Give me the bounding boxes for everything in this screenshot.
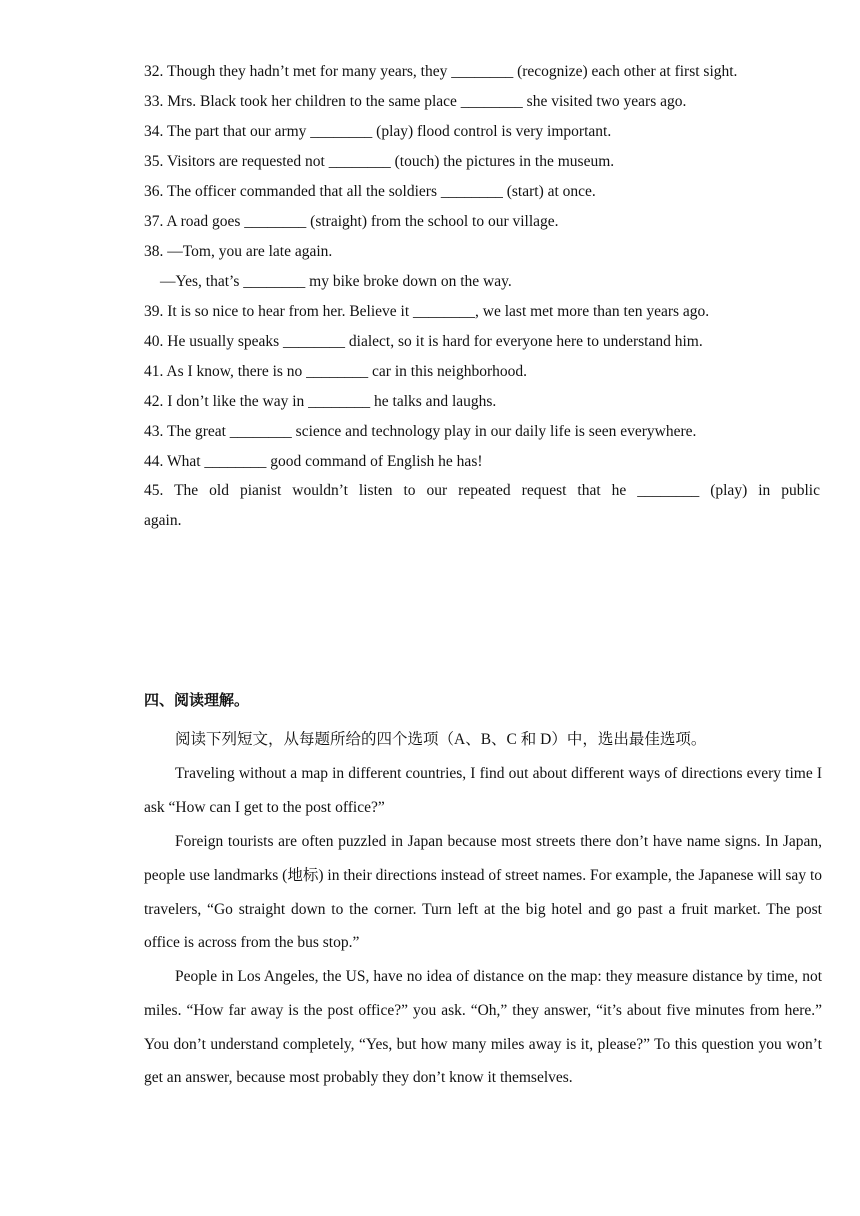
question-33: 33. Mrs. Black took her children to the same place ________ she visited two years ago. [144, 93, 687, 110]
question-42: 42. I don’t like the way in ________ he talks and laughs. [144, 393, 497, 410]
passage-paragraph-2: Foreign tourists are often puzzled in Japan because most streets there don’t have name signs. In Japan, people use landmarks (地标) in their directions instead of street names. For example, the Japanese will say to travelers, “Go straight down to the corner. Turn left at the big hotel and go past a fruit market. The post office is across from the bus stop.” [144, 833, 822, 952]
question-35: 35. Visitors are requested not ________ (touch) the pictures in the museum. [144, 153, 615, 170]
question-43: 43. The great ________ science and technology play in our daily life is seen everywhere. [144, 423, 697, 440]
question-41: 41. As I know, there is no ________ car in this neighborhood. [144, 363, 528, 380]
section-title: 四、阅读理解。 [144, 691, 250, 709]
question-32: 32. Though they hadn’t met for many years, they ________ (recognize) each other at first sight. [144, 63, 738, 80]
question-38-prompt: 38. —Tom, you are late again. [144, 243, 333, 260]
question-38-response: —Yes, that’s ________ my bike broke down on the way. [160, 273, 512, 290]
question-44: 44. What ________ good command of English he has! [144, 453, 483, 470]
question-45: 45. The old pianist wouldn’t listen to our repeated request that he ________ (play) in public [144, 482, 820, 499]
section-instruction: 阅读下列短文，从每题所给的四个选项（A、B、C 和 D）中，选出最佳选项。 [175, 731, 707, 748]
question-40: 40. He usually speaks ________ dialect, so it is hard for everyone here to understand him. [144, 333, 703, 350]
passage-paragraph-3: People in Los Angeles, the US, have no idea of distance on the map: they measure distance by time, not miles. “How far away is the post office?” you ask. “Oh,” they answer, “it’s about five minutes from here.” You don’t understand completely, “Yes, but how many miles away is it, please?” To this question you won’t get an answer, because most probably they don’t know it themselves. [144, 968, 822, 1087]
question-37: 37. A road goes ________ (straight) from the school to our village. [144, 213, 559, 230]
question-34: 34. The part that our army ________ (play) flood control is very important. [144, 123, 612, 140]
passage-paragraph-1: Traveling without a map in different countries, I find out about different ways of directions every time I ask “How can I get to the post office?” [144, 765, 822, 816]
question-39: 39. It is so nice to hear from her. Believe it ________, we last met more than ten years ago. [144, 303, 710, 320]
question-45-continuation: again. [144, 512, 182, 529]
question-36: 36. The officer commanded that all the soldiers ________ (start) at once. [144, 183, 596, 200]
